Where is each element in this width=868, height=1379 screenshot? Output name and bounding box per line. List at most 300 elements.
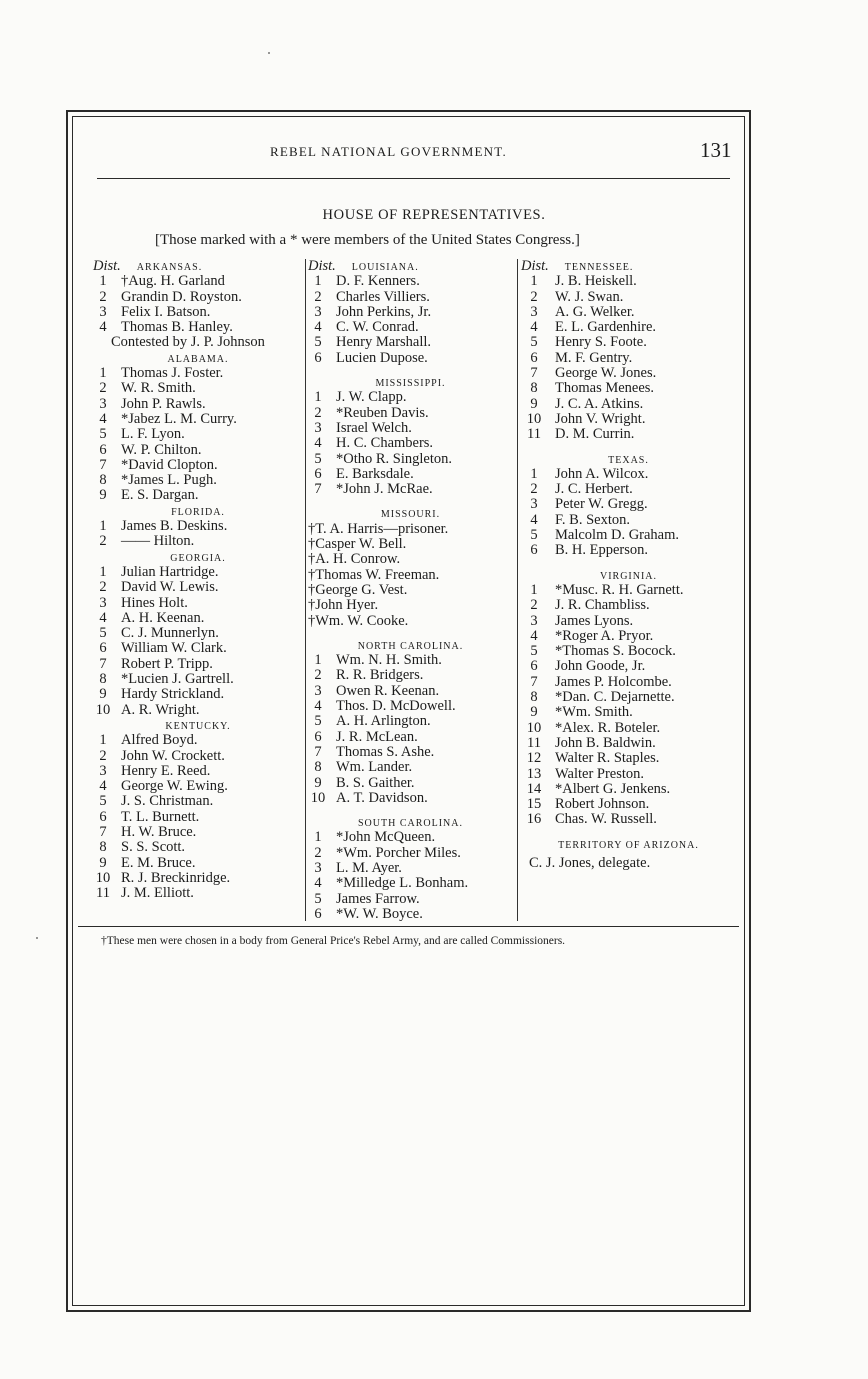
georgia-list [93, 565, 303, 718]
member-name: James Farrow. [336, 890, 420, 907]
member-row [93, 886, 303, 901]
district-number: 1 [530, 581, 538, 598]
member-name: †Aug. H. Garland [121, 273, 225, 290]
member-row [308, 290, 513, 305]
member-name: Wm. N. H. Smith. [336, 652, 442, 669]
member-name: Alfred Boyd. [121, 732, 198, 749]
district-number: 13 [526, 765, 542, 782]
member-row [521, 629, 736, 644]
member-name: Grandin D. Royston. [121, 288, 242, 305]
dist-label: Dist. [521, 258, 549, 274]
member-name: J. R. Chambliss. [555, 597, 650, 614]
member-name: Hardy Strickland. [121, 686, 225, 703]
member-row [521, 412, 736, 427]
member-row [93, 596, 303, 611]
member-name: R. R. Bridgers. [336, 667, 424, 684]
member-name: †John Hyer. [308, 597, 379, 614]
member-row [93, 290, 303, 305]
member-row [521, 467, 736, 482]
member-row [521, 528, 736, 543]
member-name: B. H. Epperson. [555, 542, 649, 559]
member-name: W. J. Swan. [555, 288, 624, 305]
district-number: 4 [530, 319, 538, 336]
member-row [521, 497, 736, 512]
member-row [521, 335, 736, 350]
member-row [308, 390, 513, 405]
member-name: John Goode, Jr. [555, 658, 646, 675]
district-number: 4 [530, 511, 538, 528]
district-number: 5 [314, 890, 322, 907]
district-number: 10 [95, 869, 111, 886]
district-number: 2 [99, 533, 107, 550]
district-number: 16 [526, 811, 542, 828]
district-number: 11 [527, 426, 541, 443]
district-number: 7 [314, 481, 322, 498]
member-row [93, 794, 303, 809]
dist-header-arkansas [93, 259, 303, 274]
district-number: 2 [99, 747, 107, 764]
district-number: 6 [314, 905, 322, 922]
member-row [521, 736, 736, 751]
district-number: 3 [314, 303, 322, 320]
district-number: 12 [526, 750, 542, 767]
district-number: 5 [530, 334, 538, 351]
member-name: Israel Welch. [336, 419, 412, 436]
member-name: *Musc. R. H. Garnett. [555, 581, 684, 598]
member-name: E. S. Dargan. [121, 487, 199, 504]
member-name: S. S. Scott. [121, 839, 186, 856]
dist-label: Dist. [308, 258, 336, 274]
district-number: 1 [314, 273, 322, 290]
district-number: 5 [530, 527, 538, 544]
member-row [521, 598, 736, 613]
member-name: A. R. Wright. [121, 701, 200, 718]
district-number: 8 [530, 689, 538, 706]
district-number: 7 [99, 655, 107, 672]
member-name: *Jabez L. M. Curry. [121, 410, 237, 427]
district-number: 9 [99, 686, 107, 703]
section-title: HOUSE OF REPRESENTATIVES. [322, 207, 546, 223]
district-number: 1 [314, 389, 322, 406]
state-heading-missouri: MISSOURI. [380, 509, 441, 521]
member-row [521, 482, 736, 497]
member-row [93, 565, 303, 580]
member-row [308, 421, 513, 436]
district-number: 3 [314, 682, 322, 699]
district-number: 1 [530, 273, 538, 290]
page-number: 131 [700, 138, 732, 162]
member-row [93, 871, 303, 886]
member-name: *David Clopton. [121, 456, 218, 473]
member-row [521, 705, 736, 720]
member-name: George W. Jones. [555, 365, 657, 382]
district-number: 9 [99, 487, 107, 504]
member-row [93, 427, 303, 442]
district-number: 6 [530, 658, 538, 675]
state-heading-north-carolina: NORTH CAROLINA. [357, 640, 464, 652]
state-heading-south-carolina: SOUTH CAROLINA. [358, 818, 463, 830]
member-row [521, 290, 736, 305]
district-number: 3 [99, 594, 107, 611]
district-number: 6 [530, 542, 538, 559]
state-heading-arkansas: ARKANSAS. [136, 262, 203, 273]
arizona-delegate: C. J. Jones, delegate. [529, 854, 651, 871]
district-number: 7 [530, 673, 538, 690]
member-name: *James L. Pugh. [121, 472, 217, 489]
louisiana-list [308, 274, 513, 366]
district-number: 2 [530, 597, 538, 614]
member-row [93, 320, 303, 335]
member-row [308, 892, 513, 907]
member-row [521, 812, 736, 827]
member-row [93, 657, 303, 672]
member-row [521, 381, 736, 396]
member-row [521, 274, 736, 289]
member-row [521, 782, 736, 797]
member-name: *Wm. Porcher Miles. [336, 844, 461, 861]
member-row [93, 412, 303, 427]
district-number: 10 [310, 789, 326, 806]
member-name: Wm. Lander. [336, 759, 413, 776]
member-name: Charles Villiers. [336, 288, 430, 305]
member-name: John Perkins, Jr. [336, 303, 432, 320]
district-number: 8 [314, 759, 322, 776]
member-row [93, 856, 303, 871]
member-row [93, 810, 303, 825]
tennessee-list [521, 274, 736, 442]
member-name: —— Hilton. [121, 533, 195, 550]
district-number: 7 [530, 365, 538, 382]
footnote-rule [78, 926, 739, 927]
district-number: 4 [314, 698, 322, 715]
member-row [93, 779, 303, 794]
district-number: 2 [530, 481, 538, 498]
district-number: 3 [99, 395, 107, 412]
member-name: Henry S. Foote. [555, 334, 647, 351]
district-number: 6 [99, 640, 107, 657]
column-1 [93, 259, 303, 901]
member-name: *Albert G. Jenkens. [555, 780, 671, 797]
district-number: 7 [99, 456, 107, 473]
district-number: 2 [314, 404, 322, 421]
member-name: H. C. Chambers. [336, 435, 434, 452]
member-name: Thomas S. Ashe. [336, 743, 435, 760]
member-name: J. C. A. Atkins. [555, 395, 644, 412]
member-row [308, 699, 513, 714]
district-number: 8 [99, 839, 107, 856]
member-row [93, 749, 303, 764]
district-number: 3 [99, 303, 107, 320]
member-name: A. T. Davidson. [336, 789, 428, 806]
member-name: B. S. Gaither. [336, 774, 415, 791]
district-number: 15 [526, 796, 542, 813]
member-row [308, 406, 513, 421]
member-row [521, 513, 736, 528]
district-number: 9 [530, 704, 538, 721]
member-name: James Lyons. [555, 612, 634, 629]
member-row [93, 687, 303, 702]
member-name: John V. Wright. [555, 410, 646, 427]
state-heading-louisiana: LOUISIANA. [351, 262, 419, 273]
member-row [521, 305, 736, 320]
member-name: C. W. Conrad. [336, 319, 419, 336]
column-2 [308, 259, 513, 922]
district-number: 5 [99, 426, 107, 443]
member-row [308, 653, 513, 668]
district-number: 4 [99, 319, 107, 336]
member-row [521, 675, 736, 690]
district-number: 6 [530, 349, 538, 366]
member-name: *Lucien J. Gartrell. [121, 671, 234, 688]
mississippi-list [308, 390, 513, 497]
member-row [308, 482, 513, 497]
florida-list [93, 519, 303, 550]
member-name: Walter Preston. [555, 765, 645, 782]
member-row [93, 381, 303, 396]
member-name: D. F. Kenners. [336, 273, 420, 290]
member-name: D. M. Currin. [555, 426, 635, 443]
member-row [93, 703, 303, 718]
member-name: J. M. Elliott. [121, 885, 194, 902]
district-number: 1 [99, 518, 107, 535]
state-heading-alabama: ALABAMA. [167, 353, 229, 365]
member-name: E. L. Gardenhire. [555, 319, 657, 336]
member-row [521, 751, 736, 766]
district-number: 3 [530, 612, 538, 629]
district-number: 6 [314, 349, 322, 366]
member-name: A. G. Welker. [555, 303, 635, 320]
district-number: 2 [99, 288, 107, 305]
district-number: 1 [99, 365, 107, 382]
member-row [93, 274, 303, 289]
member-name: C. J. Munnerlyn. [121, 625, 219, 642]
member-row [308, 274, 513, 289]
district-number: 4 [99, 609, 107, 626]
state-heading-mississippi: MISSISSIPPI. [375, 378, 446, 390]
member-name: L. M. Ayer. [336, 859, 402, 876]
footnote: †These men were chosen in a body from General Price's Rebel Army, and are called Commissioners. [101, 935, 566, 947]
member-row [521, 543, 736, 558]
state-heading-texas: TEXAS. [608, 454, 649, 466]
member-row [93, 519, 303, 534]
district-number: 9 [99, 854, 107, 871]
member-row [93, 672, 303, 687]
district-number: 5 [99, 793, 107, 810]
member-name: W. P. Chilton. [121, 441, 202, 458]
district-number: 1 [314, 829, 322, 846]
virginia-list [521, 583, 736, 828]
member-name: E. M. Bruce. [121, 854, 196, 871]
member-row [521, 351, 736, 366]
district-number: 8 [530, 380, 538, 397]
member-row [308, 861, 513, 876]
member-name: *John J. McRae. [336, 481, 433, 498]
member-row [93, 397, 303, 412]
member-name: L. F. Lyon. [121, 426, 185, 443]
member-row [308, 907, 513, 922]
dist-header-louisiana [308, 259, 513, 274]
member-row [521, 690, 736, 705]
member-row [93, 733, 303, 748]
district-number: 7 [99, 823, 107, 840]
column-divider-1 [305, 259, 306, 921]
member-row [93, 641, 303, 656]
member-name: †George G. Vest. [308, 581, 408, 598]
district-number: 5 [99, 625, 107, 642]
district-number: 1 [99, 732, 107, 749]
member-name: *Alex. R. Boteler. [555, 719, 661, 736]
member-row [521, 366, 736, 381]
member-row [521, 767, 736, 782]
member-name: John B. Baldwin. [555, 734, 656, 751]
district-number: 3 [530, 303, 538, 320]
district-number: 2 [530, 288, 538, 305]
paper-speck [268, 52, 270, 54]
member-name: *Milledge L. Bonham. [336, 875, 469, 892]
member-row [93, 580, 303, 595]
district-number: 1 [314, 652, 322, 669]
member-row [308, 452, 513, 467]
district-number: 2 [99, 579, 107, 596]
member-name: *Thomas S. Bocock. [555, 643, 676, 660]
member-name: Owen R. Keenan. [336, 682, 440, 699]
member-name: M. F. Gentry. [555, 349, 633, 366]
member-name: T. L. Burnett. [121, 808, 200, 825]
member-name: Peter W. Gregg. [555, 496, 648, 513]
district-number: 4 [99, 410, 107, 427]
district-number: 11 [96, 885, 110, 902]
district-number: 4 [314, 319, 322, 336]
north-carolina-list [308, 653, 513, 806]
member-name: Chas. W. Russell. [555, 811, 657, 828]
south-carolina-list [308, 830, 513, 922]
member-name: *Wm. Smith. [555, 704, 633, 721]
state-heading-tennessee: TENNESSEE. [564, 262, 634, 273]
member-name: *W. W. Boyce. [336, 905, 423, 922]
member-name: James B. Deskins. [121, 518, 228, 535]
member-name: F. B. Sexton. [555, 511, 630, 528]
member-name: J. C. Herbert. [555, 481, 633, 498]
member-row [521, 397, 736, 412]
member-row [93, 443, 303, 458]
district-number: 3 [314, 859, 322, 876]
member-row [93, 305, 303, 320]
member-name: †T. A. Harris—prisoner. [308, 520, 449, 537]
member-row [521, 583, 736, 598]
member-name: John W. Crockett. [121, 747, 225, 764]
district-number: 2 [99, 380, 107, 397]
member-name: Malcolm D. Graham. [555, 527, 680, 544]
member-row [93, 764, 303, 779]
member-row [308, 876, 513, 891]
district-number: 6 [99, 808, 107, 825]
member-row [521, 797, 736, 812]
district-number: 6 [314, 465, 322, 482]
dist-header-tennessee [521, 259, 736, 274]
state-heading-florida: FLORIDA. [171, 506, 225, 518]
member-row [308, 846, 513, 861]
member-name: Walter R. Staples. [555, 750, 660, 767]
header-rule [97, 178, 730, 179]
member-row [521, 659, 736, 674]
kentucky-list [93, 733, 303, 901]
member-name: George W. Ewing. [121, 778, 228, 795]
member-name: Henry E. Reed. [121, 762, 211, 779]
district-number: 10 [526, 410, 542, 427]
district-number: 5 [314, 713, 322, 730]
member-row [308, 351, 513, 366]
member-name: W. R. Smith. [121, 380, 196, 397]
alabama-list [93, 366, 303, 504]
member-row [521, 614, 736, 629]
district-number: 4 [530, 627, 538, 644]
member-row [521, 320, 736, 335]
member-row [308, 320, 513, 335]
member-row [308, 684, 513, 699]
member-name: William W. Clark. [121, 640, 227, 657]
member-row [308, 776, 513, 791]
member-name: †Thomas W. Freeman. [308, 566, 440, 583]
district-number: 10 [95, 701, 111, 718]
member-row [93, 825, 303, 840]
district-number: 8 [99, 671, 107, 688]
member-name: †A. H. Conrow. [308, 551, 401, 568]
district-number: 10 [526, 719, 542, 736]
district-number: 4 [314, 435, 322, 452]
member-row [521, 427, 736, 442]
district-number: 9 [314, 774, 322, 791]
member-name: E. Barksdale. [336, 465, 414, 482]
member-row [308, 791, 513, 806]
member-row [93, 366, 303, 381]
member-row [308, 467, 513, 482]
member-name: Thomas B. Hanley. [121, 319, 233, 336]
member-row [93, 840, 303, 855]
running-head: REBEL NATIONAL GOVERNMENT. [270, 144, 507, 159]
district-number: 5 [314, 334, 322, 351]
member-name: J. R. McLean. [336, 728, 418, 745]
member-row [93, 611, 303, 626]
member-name: Julian Hartridge. [121, 563, 219, 580]
member-row [308, 668, 513, 683]
district-number: 2 [314, 667, 322, 684]
member-name: Thomas J. Foster. [121, 365, 224, 382]
district-number: 11 [527, 734, 541, 751]
member-name: *Otho R. Singleton. [336, 450, 453, 467]
district-number: 4 [314, 875, 322, 892]
asterisk-note: [Those marked with a * were members of the United States Congress.] [155, 232, 580, 248]
member-row [93, 488, 303, 503]
member-name: *Dan. C. Dejarnette. [555, 689, 675, 706]
missouri-list [308, 522, 513, 629]
member-row [308, 730, 513, 745]
member-name: Robert Johnson. [555, 796, 650, 813]
contested-note: Contested by J. P. Johnson [111, 334, 265, 351]
member-name: R. J. Breckinridge. [121, 869, 231, 886]
member-name: H. W. Bruce. [121, 823, 197, 840]
member-name: J. W. Clapp. [336, 389, 407, 406]
member-name: David W. Lewis. [121, 579, 219, 596]
member-row [308, 745, 513, 760]
member-name: Felix I. Batson. [121, 303, 211, 320]
member-row [308, 335, 513, 350]
district-number: 1 [99, 273, 107, 290]
district-number: 3 [314, 419, 322, 436]
district-number: 3 [530, 496, 538, 513]
district-number: 6 [314, 728, 322, 745]
district-number: 9 [530, 395, 538, 412]
member-name: John P. Rawls. [121, 395, 206, 412]
